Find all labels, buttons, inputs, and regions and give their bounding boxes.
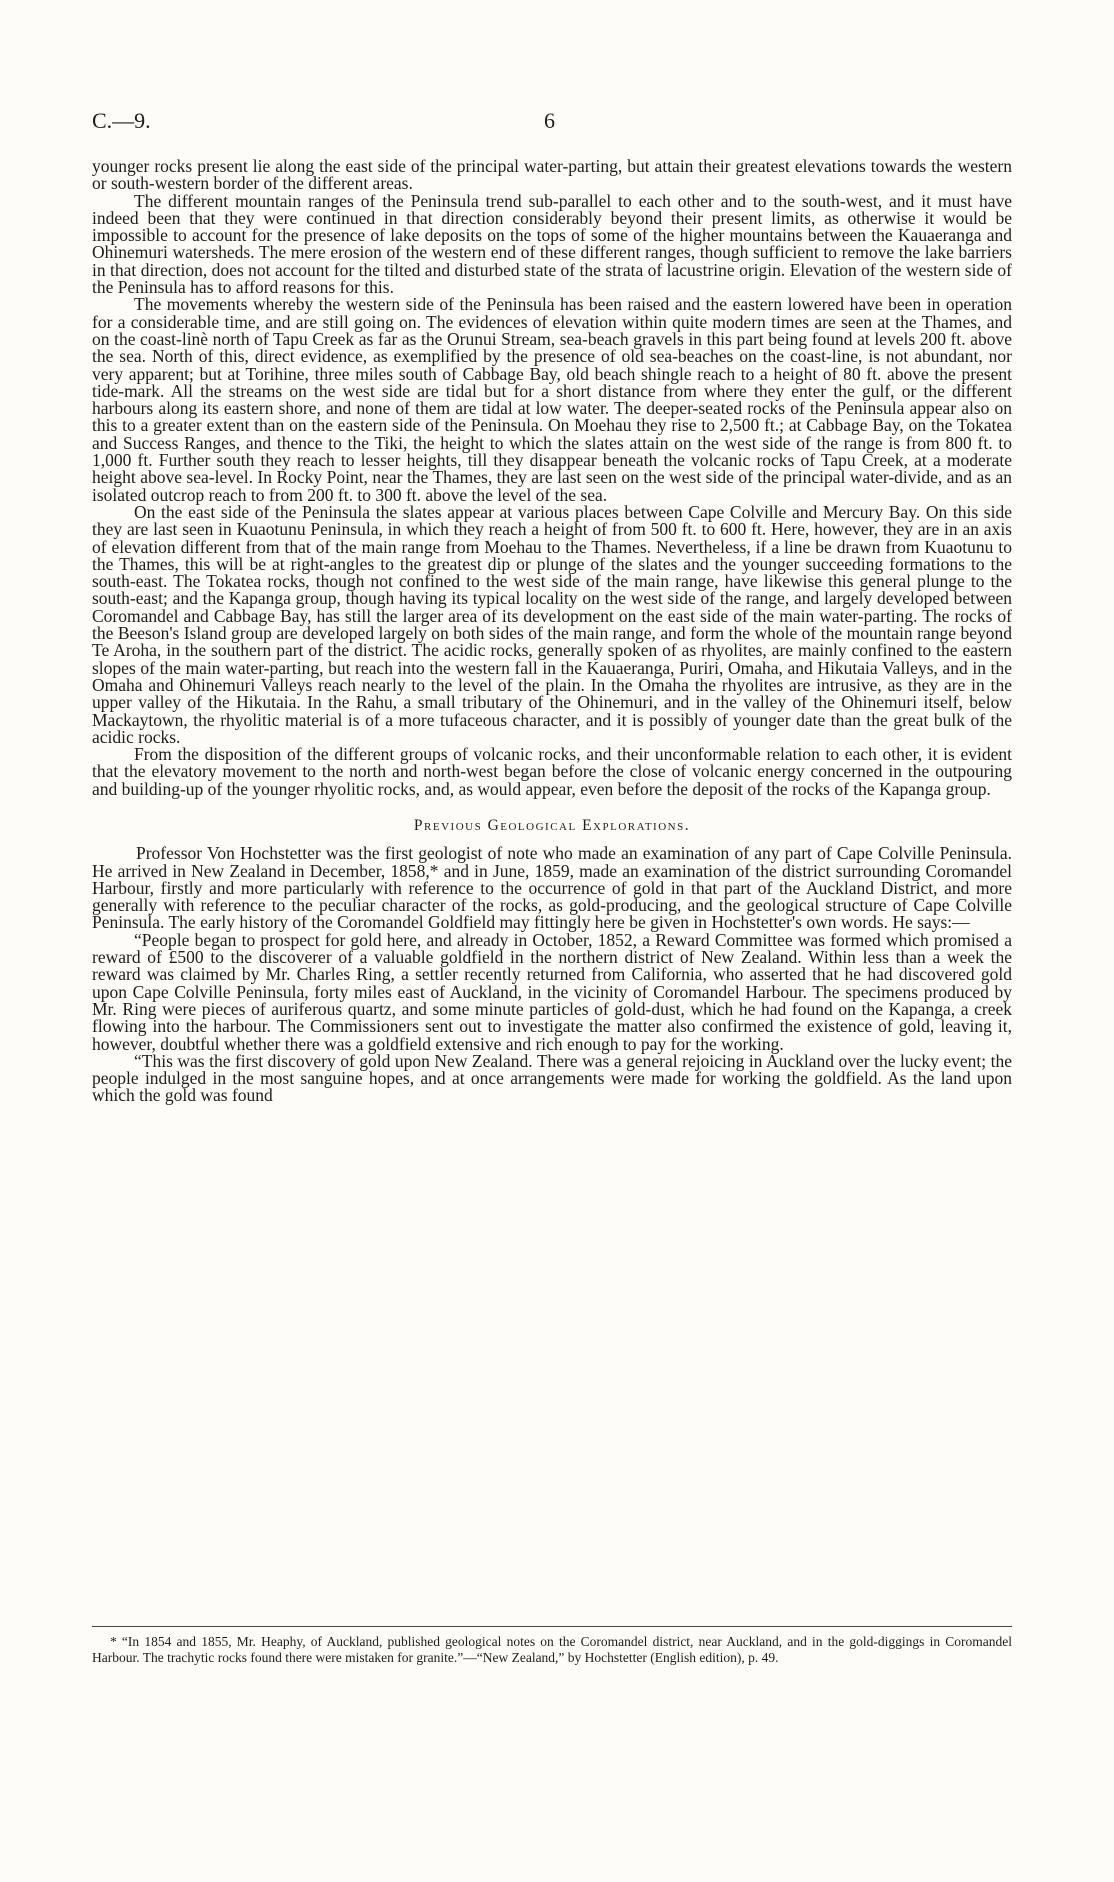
footnote-divider xyxy=(92,1626,1012,1627)
paragraph: From the disposition of the different groups of volcanic rocks, and their unconformable relation to each other, it is evident that the elevatory movement to the north and north-west began before the close of volcanic energy concerned in the outpouring and building-up of the younger rhyolitic rocks, and, as would appear, even before the deposit of the rocks of the Kapanga group. xyxy=(92,744,1012,799)
page-header xyxy=(92,108,1012,138)
paragraph: Professor Von Hochstetter was the first geologist of note who made an examination of any part of Cape Colville Peninsula. He arrived in New Zealand in December, 1858,* and in June, 1859, made an examination of the district surrounding Coromandel Harbour, firstly and more particularly with reference to the occurrence of gold in that part of the Auckland District, and more generally with reference to the peculiar character of the rocks, as gold-producing, and the geological structure of Cape Colville Peninsula. The early history of the Coromandel Goldfield may fittingly here be given in Hochstetter's own words. He says:— xyxy=(92,843,1012,933)
paragraph: younger rocks present lie along the east side of the principal water-parting, but attain their greatest elevations towards the western or south-western border of the different areas. xyxy=(92,156,1012,194)
paragraph: The movements whereby the western side of the Peninsula has been raised and the eastern lowered have been in operation for a considerable time, and are still going on. The evidences of elevation within quite modern times are seen at the Thames, and on the coast-linè north of Tapu Creek as far as the Orunui Stream, sea-beach gravels in this part being found at levels 200 ft. above the sea. North of this, direct evidence, as exemplified by the presence of old sea-beaches on the coast-line, is not abundant, nor very apparent; but at Torihine, three miles south of Cabbage Bay, old beach shingle reach to a height of 80 ft. above the present tide-mark. All the streams on the west side are tidal but for a short distance from where they enter the gulf, or the different harbours along its eastern shore, and none of them are tidal at low water. The deeper-seated rocks of the Peninsula appear also on this to a greater extent than on the eastern side of the Peninsula. On Moehau they rise to 2,500 ft.; at Cabbage Bay, on the Tokatea and Success Ranges, and thence to the Tiki, the height to which the slates attain on the west side of the range is from 800 ft. to 1,000 ft. Further south they reach to lesser heights, till they disappear beneath the volcanic rocks of Tapu Creek, at a moderate height above sea-level. In Rocky Point, near the Thames, they are last seen on the west side of the principal water-divide, and as an isolated outcrop reach to from 200 ft. to 300 ft. above the level of the sea. xyxy=(92,294,1012,505)
paragraph: The different mountain ranges of the Peninsula trend sub-parallel to each other and to the south-west, and it must have indeed been that they were continued in that direction considerably beyond their present limits, as otherwise it would be impossible to account for the presence of lake deposits on the tops of some of the higher mountains between the Kauaeranga and Ohinemuri watersheds. The mere erosion of the western end of these different ranges, though sufficient to remove the lake barriers in that direction, does not account for the tilted and disturbed state of the strata of lacustrine origin. Elevation of the western side of the Peninsula has to afford reasons for this. xyxy=(92,190,1012,298)
body-text xyxy=(92,158,1012,1105)
quoted-paragraph: “This was the first discovery of gold upon New Zealand. There was a general rejoicing in Auckland over the lucky event; the people indulged in the most sanguine hopes, and at once arrangements were made for working the goldfield. As the land upon which the gold was found xyxy=(92,1050,1012,1106)
paragraph: On the east side of the Peninsula the slates appear at various places between Cape Colville and Mercury Bay. On this side they are last seen in Kuaotunu Peninsula, in which they reach a height of from 500 ft. to 600 ft. Here, however, they are in an axis of elevation different from that of the main range from Moehau to the Thames. Nevertheless, if a line be drawn from Kuaotunu to the Thames, this will be at right-angles to the greatest dip or plunge of the slates and the younger succeeding formations to the south-east. The Tokatea rocks, though not confined to the west side of the main range, have likewise this general plunge to the south-east; and the Kapanga group, though having its typical locality on the west side of the range, and largely developed between Coromandel and Cabbage Bay, has still the larger area of its development on the east side of the main water-parting. The rocks of the Beeson's Island group are developed largely on both sides of the main range, and form the whole of the mountain range beyond Te Aroha, in the southern part of the district. The acidic rocks, generally spoken of as rhyolites, are mainly confined to the eastern slopes of the main water-parting, but reach into the western fall in the Kauaeranga, Puriri, Omaha, and Hikutaia Valleys, and in the Omaha and Ohinemuri Valleys reach nearly to the level of the plain. In the Omaha the rhyolites are intrusive, as they are in the upper valley of the Hikutaia. In the Rahu, a small tributary of the Ohinemuri, and in the valley of the Ohinemuri itself, below Mackaytown, the rhyolitic material is of a more tufaceous character, and it is possibly of younger date than the great bulk of the acidic rocks. xyxy=(92,501,1012,747)
page-number: 6 xyxy=(544,108,555,133)
section-heading: Previous Geological Explorations. xyxy=(413,816,691,834)
document-reference: C.—9. xyxy=(92,108,151,133)
footnote xyxy=(92,1634,1012,1666)
footnote-text: * “In 1854 and 1855, Mr. Heaphy, of Auckland, published geological notes on the Coromandel district, near Auckland, and in the gold-diggings in Coromandel Harbour. The trachytic rocks found there were mistaken for granite.”—“New Zealand,” by Hochstetter (English edition), p. 49. xyxy=(92,1634,1012,1665)
quoted-paragraph: “People began to prospect for gold here, and already in October, 1852, a Reward Committee was formed which promised a reward of £500 to the discoverer of a valuable goldfield in the northern district of New Zealand. Within less than a week the reward was claimed by Mr. Charles Ring, a settler recently returned from California, who asserted that he had discovered gold upon Cape Colville Peninsula, forty miles east of Auckland, in the vicinity of Coromandel Harbour. The specimens produced by Mr. Ring were pieces of auriferous quartz, and some minute particles of gold-dust, which he had found on the Kapanga, a creek flowing into the harbour. The Commissioners sent out to investigate the matter also confirmed the existence of gold, leaving it, however, doubtful whether there was a goldfield extensive and rich enough to pay for the working. xyxy=(92,929,1012,1054)
